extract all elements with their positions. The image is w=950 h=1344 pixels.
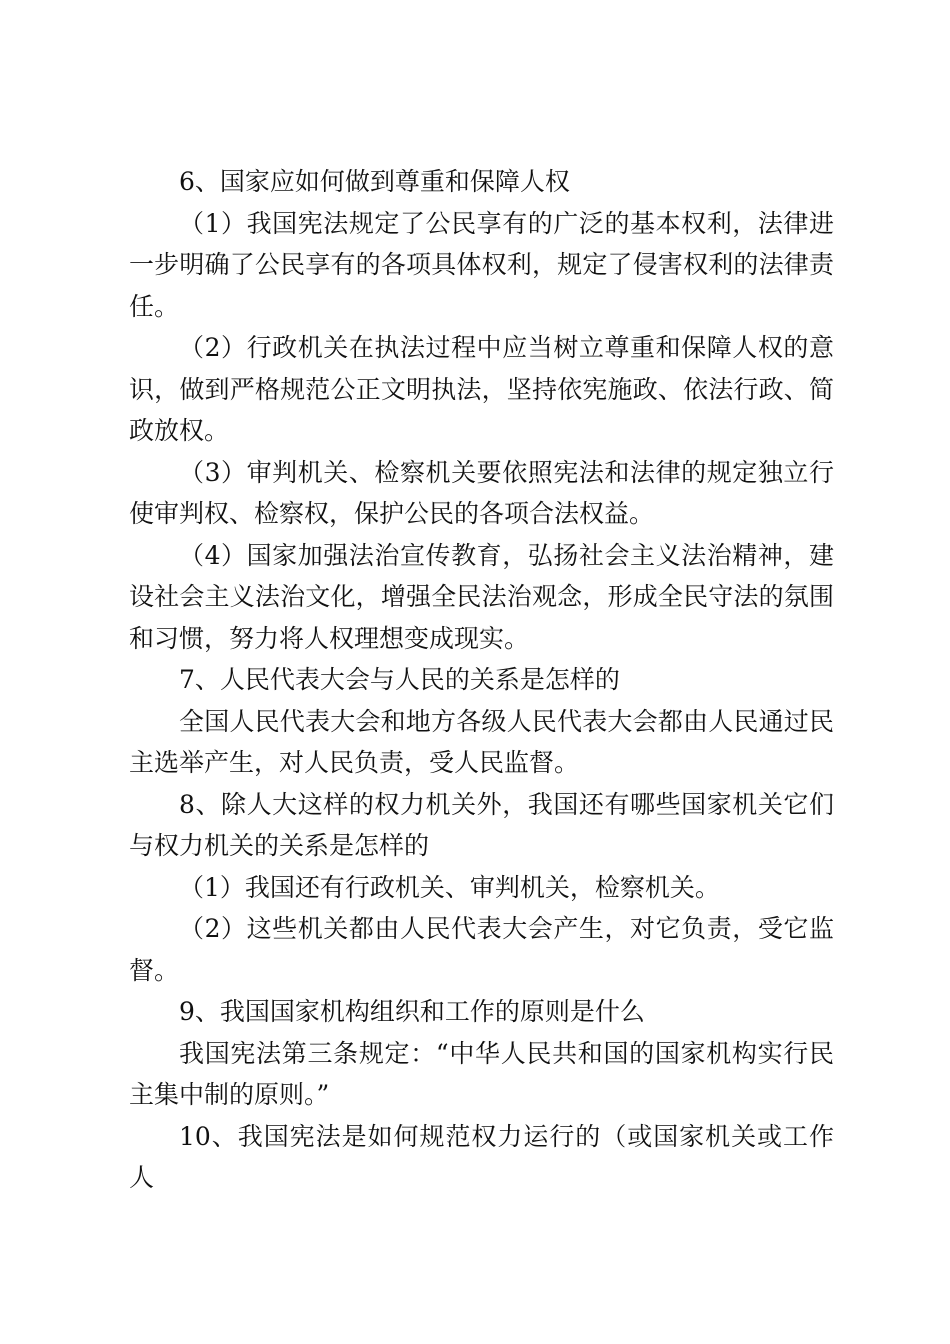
answer-q8-item-2: （2）这些机关都由人民代表大会产生，对它负责，受它监督。 xyxy=(129,914,834,985)
heading-q8: 8、除人大这样的权力机关外，我国还有哪些国家机关它们与权力机关的关系是怎样的 xyxy=(129,789,834,860)
heading-q7: 7、人民代表大会与人民的关系是怎样的 xyxy=(179,665,620,694)
heading-q6: 6、国家应如何做到尊重和保障人权 xyxy=(179,167,570,196)
answer-q6-item-3: （3）审判机关、检察机关要依照宪法和法律的规定独立行使审判权、检察权，保护公民的各项合法权益。 xyxy=(129,457,834,528)
heading-q9: 9、我国国家机构组织和工作的原则是什么 xyxy=(179,997,645,1026)
answer-q7: 全国人民代表大会和地方各级人民代表大会都由人民通过民主选举产生，对人民负责，受人民监督。 xyxy=(129,706,834,777)
answer-q6-item-1: （1）我国宪法规定了公民享有的广泛的基本权利，法律进一步明确了公民享有的各项具体权利，规定了侵害权利的法律责任。 xyxy=(129,208,834,321)
heading-q10: 10、我国宪法是如何规范权力运行的（或国家机关或工作人 xyxy=(129,1121,834,1192)
document-page xyxy=(129,161,834,1199)
answer-q8-item-1: （1）我国还有行政机关、审判机关，检察机关。 xyxy=(179,872,720,902)
answer-q9: 我国宪法第三条规定：“中华人民共和国的国家机构实行民主集中制的原则。” xyxy=(129,1038,834,1109)
answer-q6-item-4: （4）国家加强法治宣传教育，弘扬社会主义法治精神，建设社会主义法治文化，增强全民法治观念，形成全民守法的氛围和习惯，努力将人权理想变成现实。 xyxy=(129,540,834,653)
answer-q6-item-2: （2）行政机关在执法过程中应当树立尊重和保障人权的意识，做到严格规范公正文明执法，坚持依宪施政、依法行政、简政放权。 xyxy=(129,333,834,445)
